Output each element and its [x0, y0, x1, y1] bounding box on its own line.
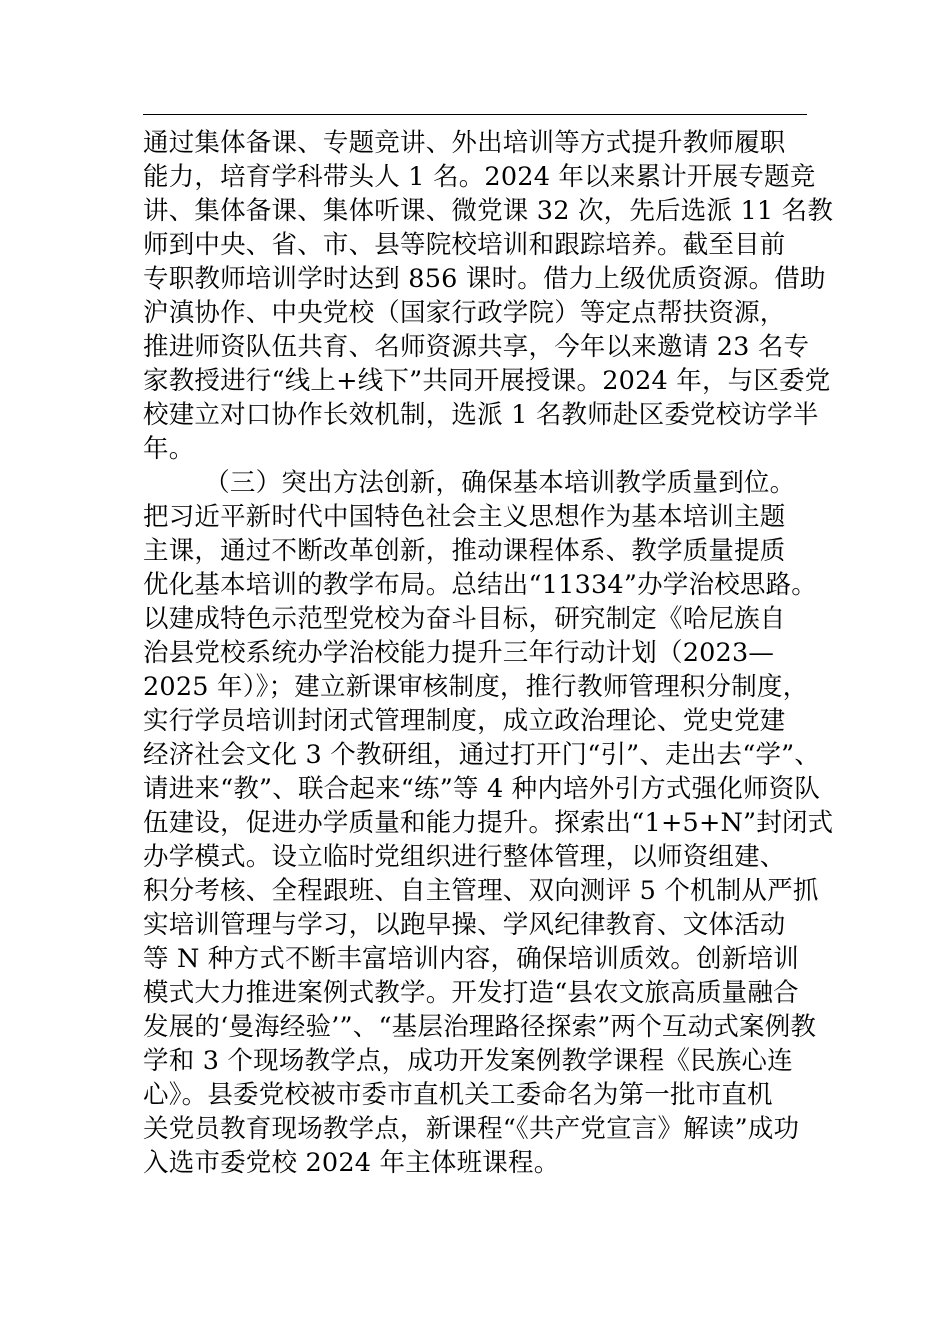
text-line: 实行学员培训封闭式管理制度，成立政治理论、党史党建	[143, 706, 786, 736]
text-line: 关党员教育现场教学点，新课程“《共产党宣言》解读”成功	[143, 1114, 800, 1144]
section-heading-line: （三）突出方法创新，确保基本培训教学质量到位。	[204, 468, 796, 498]
text-line: 讲、集体备课、集体听课、微党课 32 次，先后选派 11 名教	[143, 196, 834, 226]
text-line: 沪滇协作、中央党校（国家行政学院）等定点帮扶资源，	[143, 298, 786, 328]
text-line: 办学模式。设立临时党组织进行整体管理，以师资组建、	[143, 842, 786, 872]
paragraph-method-innovation	[143, 466, 834, 1180]
text-line: 家教授进行“线上+线下”共同开展授课。2024 年，与区委党	[143, 366, 831, 396]
text-line: 实培训管理与学习，以跑早操、学风纪律教育、文体活动	[143, 910, 786, 940]
text-line: 推进师资队伍共育、名师资源共享，今年以来邀请 23 名专	[143, 332, 810, 362]
text-line: 请进来“教”、联合起来“练”等 4 种内培外引方式强化师资队	[143, 774, 821, 804]
text-line: 等 N 种方式不断丰富培训内容，确保培训质效。创新培训	[143, 944, 799, 974]
text-line: 年。	[143, 434, 195, 464]
text-line: 伍建设，促进办学质量和能力提升。探索出“1+5+N”封闭式	[143, 808, 834, 838]
text-line: 主课，通过不断改革创新，推动课程体系、教学质量提质	[143, 536, 786, 566]
text-line: 模式大力推进案例式教学。开发打造“县农文旅高质量融合	[143, 978, 799, 1008]
text-line: 积分考核、全程跟班、自主管理、双向测评 5 个机制从严抓	[143, 876, 819, 906]
text-line: 学和 3 个现场教学点，成功开发案例教学课程《民族心连	[143, 1046, 793, 1076]
text-line: 师到中央、省、市、县等院校培训和跟踪培养。截至目前	[143, 230, 786, 260]
text-line: 校建立对口协作长效机制，选派 1 名教师赴区委党校访学半	[143, 400, 819, 430]
text-line: 治县党校系统办学治校能力提升三年行动计划（2023—	[143, 638, 775, 668]
text-line: 专职教师培训学时达到 856 课时。借力上级优质资源。借助	[143, 264, 826, 294]
document-body	[143, 126, 834, 1180]
text-line: 经济社会文化 3 个教研组，通过打开门“引”、走出去“学”、	[143, 740, 821, 770]
text-line: 2025 年）》；建立新课审核制度，推行教师管理积分制度，	[143, 672, 809, 702]
text-line: 能力，培育学科带头人 1 名。2024 年以来累计开展专题竞	[143, 162, 816, 192]
text-line: 通过集体备课、专题竞讲、外出培训等方式提升教师履职	[143, 128, 786, 158]
text-line: 发展的‘曼海经验’”、“基层治理路径探索”两个互动式案例教	[143, 1012, 817, 1042]
text-line: 以建成特色示范型党校为奋斗目标，研究制定《哈尼族自	[143, 604, 786, 634]
paragraph-teacher-training	[143, 126, 834, 466]
text-line: 优化基本培训的教学布局。总结出“11334”办学治校思路。	[143, 570, 817, 600]
text-line: 心》。县委党校被市委市直机关工委命名为第一批市直机	[143, 1080, 773, 1110]
text-line: 入选市委党校 2024 年主体班课程。	[143, 1148, 560, 1178]
text-line: 把习近平新时代中国特色社会主义思想作为基本培训主题	[143, 502, 786, 532]
header-rule	[143, 114, 807, 115]
